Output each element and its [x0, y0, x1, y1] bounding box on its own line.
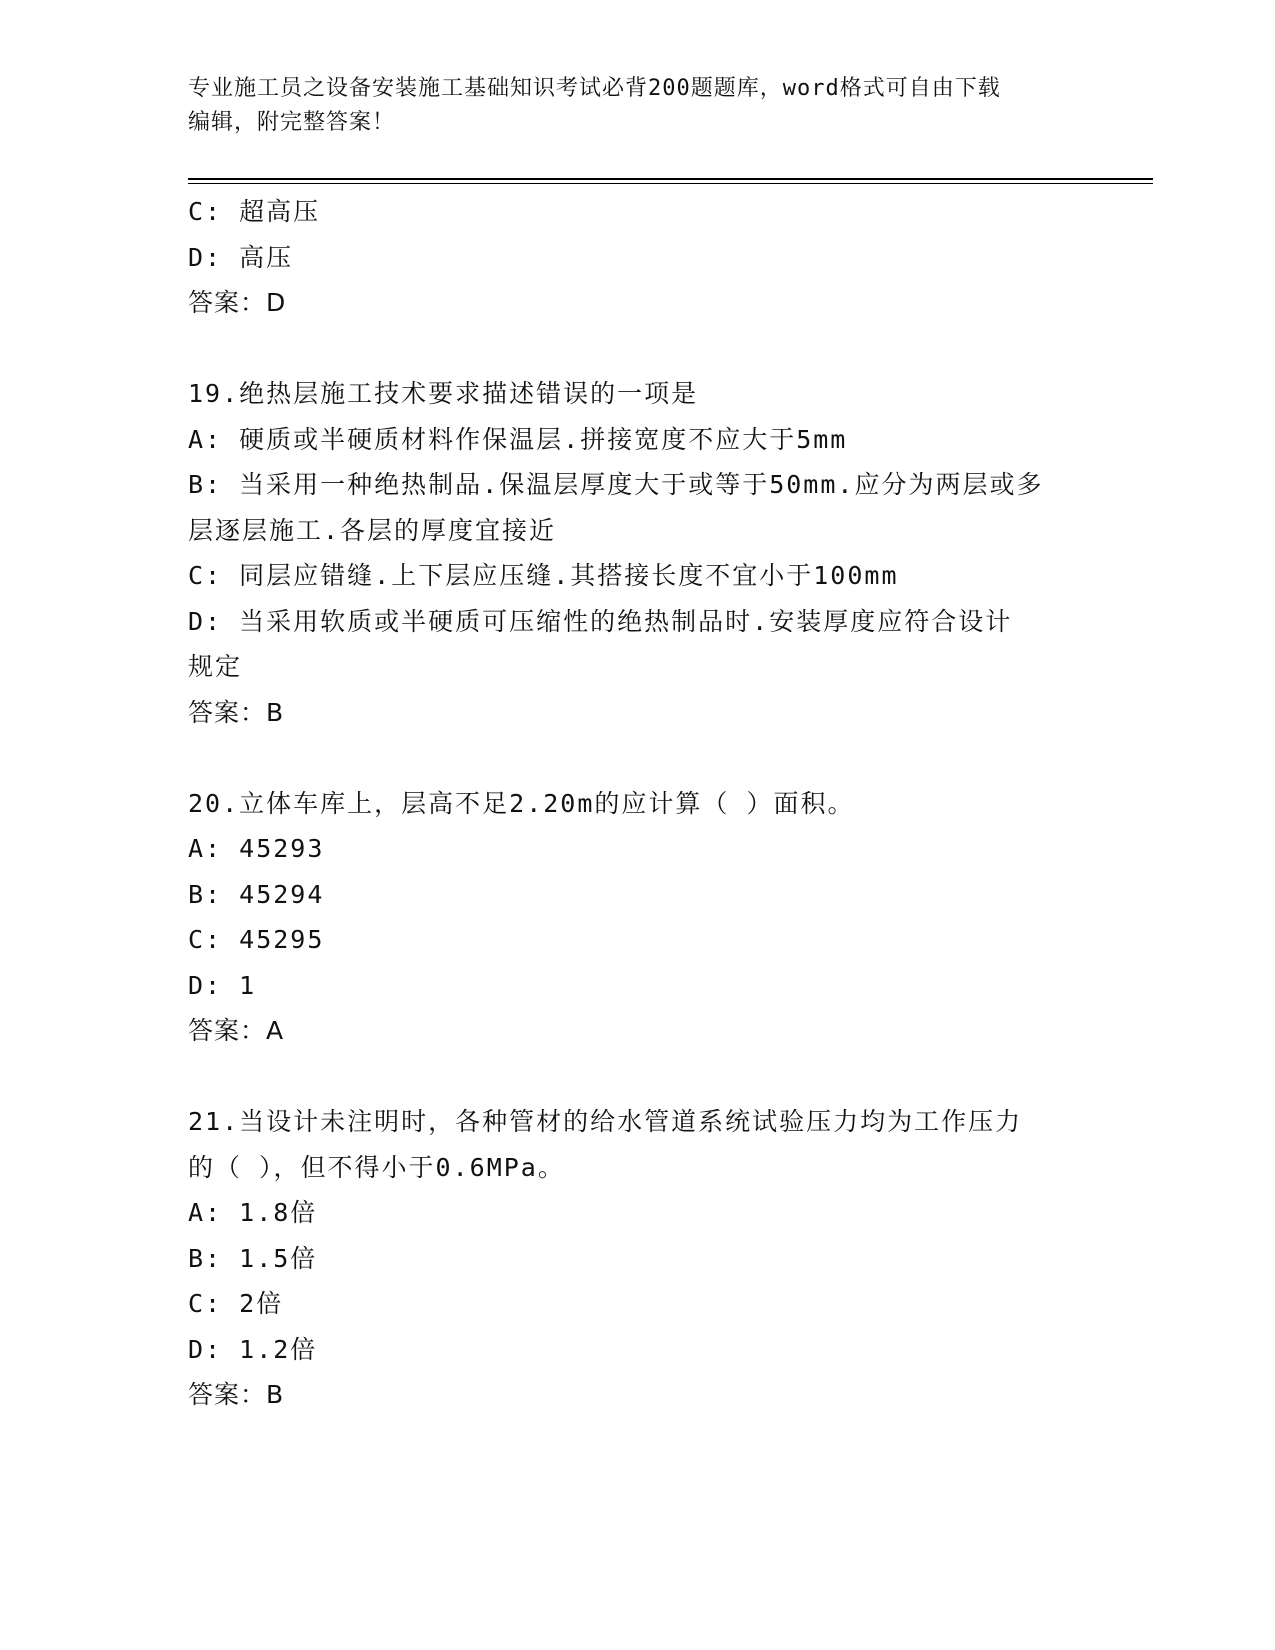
spacer	[188, 326, 1088, 372]
spacer	[188, 735, 1088, 781]
answer-line: 答案：A	[188, 1016, 285, 1045]
option-c: C: 45295	[188, 925, 325, 954]
header-title-line-2: 编辑，附完整答案！	[188, 110, 396, 135]
header-divider-thick	[188, 178, 1153, 180]
option-b: B: 当采用一种绝热制品.保温层厚度大于或等于50mm.应分为两层或多	[188, 470, 1044, 499]
option-d-continued: 规定	[188, 652, 243, 681]
option-c: C: 超高压	[188, 197, 321, 226]
answer-line: 答案：D	[188, 288, 287, 317]
option-d: D: 当采用软质或半硬质可压缩性的绝热制品时.安装厚度应符合设计	[188, 606, 1013, 636]
answer-line: 答案：B	[188, 1380, 285, 1409]
question-text: 21.当设计未注明时，各种管材的给水管道系统试验压力均为工作压力	[188, 1107, 1023, 1136]
question-text: 20.立体车库上，层高不足2.20m的应计算（ ）面积。	[188, 788, 855, 818]
option-c: C: 2倍	[188, 1289, 284, 1318]
spacer	[188, 1054, 1088, 1100]
question-21	[188, 1099, 1088, 1418]
option-d: D: 1.2倍	[188, 1334, 318, 1364]
option-d: D: 高压	[188, 242, 294, 272]
option-b-continued: 层逐层施工.各层的厚度宜接近	[188, 515, 557, 545]
option-a: A: 硬质或半硬质材料作保温层.拼接宽度不应大于5mm	[188, 424, 848, 454]
question-text: 19.绝热层施工技术要求描述错误的一项是	[188, 379, 699, 408]
question-19	[188, 371, 1088, 735]
option-d: D: 1	[188, 970, 257, 1000]
question-20	[188, 781, 1088, 1054]
answer-line: 答案：B	[188, 697, 285, 727]
question-list	[188, 189, 1088, 1418]
header-divider-thin	[188, 183, 1153, 184]
question-18-tail	[188, 189, 1088, 326]
option-b: B: 45294	[188, 879, 325, 909]
option-c: C: 同层应错缝.上下层应压缝.其搭接长度不宜小于100mm	[188, 561, 899, 590]
document-header	[188, 72, 1068, 140]
option-a: A: 45293	[188, 834, 325, 863]
question-text-continued: 的（ ），但不得小于0.6MPa。	[188, 1152, 565, 1182]
option-a: A: 1.8倍	[188, 1198, 318, 1227]
header-title-line-1: 专业施工员之设备安装施工基础知识考试必背200题题库，word格式可自由下载	[188, 76, 1001, 101]
option-b: B: 1.5倍	[188, 1243, 318, 1273]
